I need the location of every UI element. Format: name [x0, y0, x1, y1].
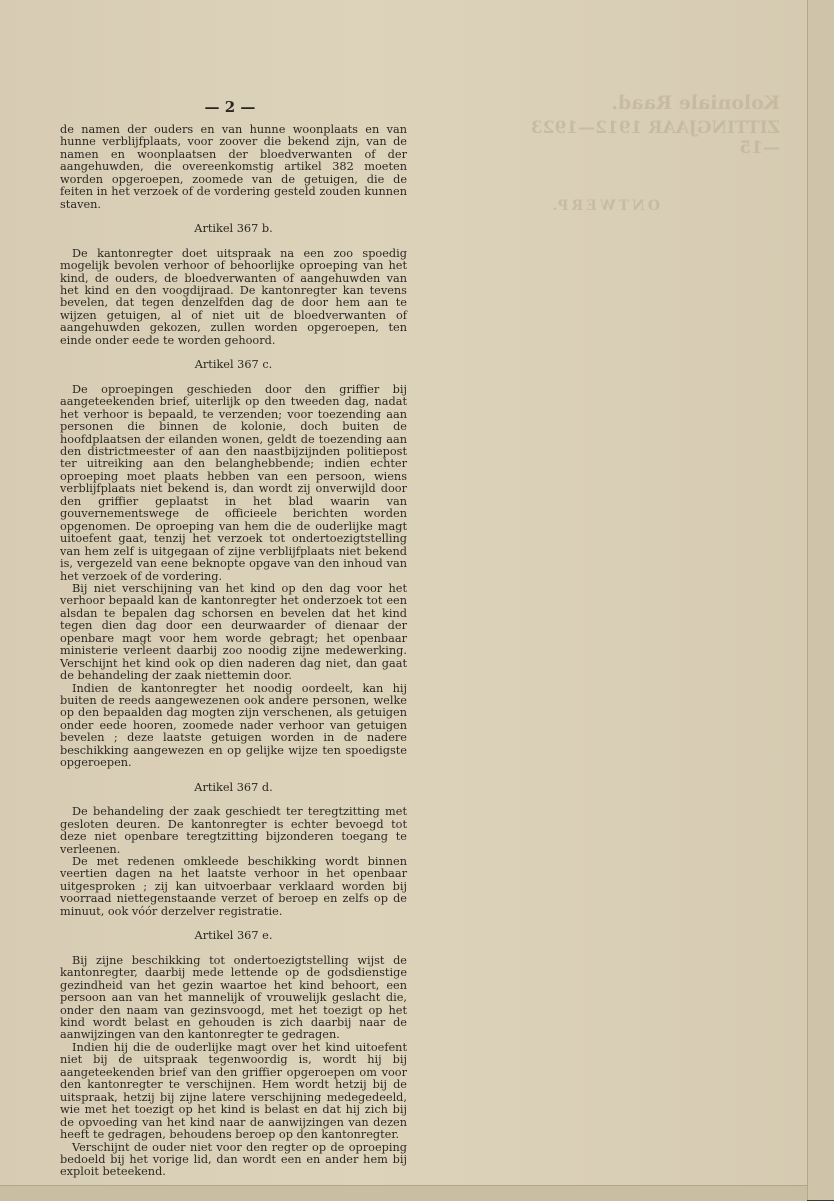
- paragraph: Verschijnt de ouder niet voor den regter op de oproeping bedoeld bij het vorige lid, dan wordt een en ander hem bij exploit beteekend.: [60, 1140, 407, 1179]
- paragraph: Indien hij die de ouderlijke magt over het kind uitoefent niet bij de uitspraak tegenwoordig is, wordt hij bij aangeteekenden brief van den griffier opgeroepen om voor den kantonregter te verschijnen. Hem wordt hetzij bij de uitspraak, hetzij bij zijne latere verschijning medegedeeld, wie met het toezigt op het kind is belast en dat hij zich bij de opvoeding van het kind naar de aanwijzingen van dezen heeft te gedragen, behoudens beroep op den kantonregter.: [60, 1040, 407, 1142]
- underlying-page-edge: [807, 0, 834, 1200]
- paragraph: De kantonregter doet uitspraak na een zoo spoedig mogelijk bevolen verhoor of behoorlijke oproeping van het kind, de ouders, de bloedverwanten of aangehuwden van het kind en den voogdijraad. De kantonregter kan tevens bevelen, dat tegen denzelfden dag de door hem aan te wijzen getuigen, al of niet uit de bloedverwanten of aangehuwden gekozen, zullen worden opgeroepen, ten einde onder eede te worden gehoord.: [60, 246, 407, 347]
- paragraph: De behandeling der zaak geschiedt ter teregtzitting met gesloten deuren. De kantonregter is echter bevoegd tot deze niet openbare teregtzitting bijzonderen toegang te verleenen.: [60, 805, 407, 856]
- bleed-through-text: [520, 92, 780, 214]
- article-heading-367c: Artikel 367 c.: [194, 358, 273, 372]
- article-heading-367d: Artikel 367 d.: [194, 780, 273, 794]
- bleed-line-3: ONTWERP.: [549, 198, 660, 214]
- article-heading-367b: Artikel 367 b.: [194, 222, 273, 236]
- bleed-line-1: Koloniale Raad.: [611, 92, 780, 114]
- bleed-line-2: ZITTINGJAAR 1912—1923—15: [530, 118, 780, 158]
- paragraph: De oproepingen geschieden door den griffier bij aangeteekenden brief, uiterlijk op den tweeden dag, nadat het verhoor is bepaald, te verzenden; voor toezending aan personen die binnen de kolonie, doch buiten de hoofdplaatsen der eilanden wonen, geldt de toezending aan den districtmeester of aan den naastbijzijnden politiepost ter uitreiking aan den belanghebbende; indien echter oproeping moet plaats hebben van een persoon, wiens verblijfplaats niet bekend is, dan wordt zij onverwijld door den griffier geplaatst in het blad waarin van gouvernementswege de officieele berichten worden opgenomen. De oproeping van hem die de ouderlijke magt uitoefent gaat, tenzij het verzoek tot ondertoezigtstelling van hem zelf is uitgegaan of zijne verblijfplaats niet bekend is, vergezeld van eene beknopte opgave van den inhoud van het verzoek of de vordering.: [60, 382, 407, 583]
- article-heading-367e: Artikel 367 e.: [194, 929, 273, 943]
- page-number: — 2 —: [204, 98, 256, 116]
- paragraph: Indien de kantonregter het noodig oordeelt, kan hij buiten de reeds aangewezenen ook andere personen, welke op den bepaalden dag mogten zijn verschenen, als getuigen onder eede hooren, zoomede nader verhoor van getuigen bevelen ; deze laatste getuigen worden in de nadere beschikking aangewezen en op gelijke wijze ten spoedigste opgeroepen.: [60, 681, 407, 770]
- paragraph: Bij zijne beschikking tot ondertoezigtstelling wijst de kantonregter, daarbij mede lettende op de godsdienstige gezindheid van het gezin waartoe het kind behoort, een persoon aan van het mannelijk of vrouwelijk geslacht die, onder den naam van gezinsvoogd, met het toezigt op het kind wordt belast en gehouden is zich daarbij naar de aanwijzingen van den kantonregter te gedragen.: [60, 953, 407, 1042]
- underlying-page-bottom: [0, 1185, 807, 1201]
- body-text: [60, 124, 407, 1179]
- paragraph: Bij niet verschijning van het kind op den dag voor het verhoor bepaald kan de kantonregter het onderzoek tot een alsdan te bepalen dag schorsen en bevelen dat het kind tegen dien dag door een deurwaarder of dienaar der openbare magt voor hem worde gebragt; het openbaar ministerie verleent daarbij zoo noodig zijne medewerking. Verschijnt het kind ook op dien naderen dag niet, dan gaat de behandeling der zaak niettemin door.: [60, 581, 407, 683]
- paragraph: de namen der ouders en van hunne woonplaats en van hunne verblijfplaats, voor zoover die bekend zijn, van de namen en woonplaatsen der bloedverwanten of der aangehuwden, die overeenkomstig artikel 382 moeten worden opgeroepen, zoomede van de getuigen, die de feiten in het verzoek of de vordering gesteld zouden kunnen staven.: [60, 123, 407, 211]
- paragraph: De met redenen omkleede beschikking wordt binnen veertien dagen na het laatste verhoor in het openbaar uitgesproken ; zij kan uitvoerbaar verklaard worden bij voorraad niettegenstaande verzet of beroep en zelfs op de minuut, ook vóór derzelver registratie.: [60, 855, 407, 918]
